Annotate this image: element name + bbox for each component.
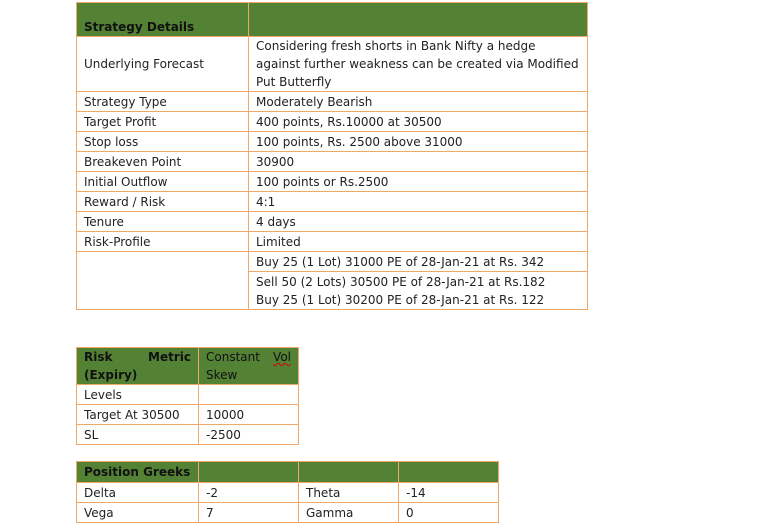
row-value: 4:1	[249, 192, 588, 212]
greek-name: Gamma	[299, 503, 399, 523]
row-label: Risk-Profile	[77, 232, 249, 252]
table-row	[77, 483, 499, 503]
table-row	[77, 172, 588, 192]
table-row	[77, 385, 299, 405]
constant-vol-header	[199, 348, 299, 385]
row-value: Limited	[249, 232, 588, 252]
row-value: 100 points, Rs. 2500 above 31000	[249, 132, 588, 152]
row-label: Target Profit	[77, 112, 249, 132]
position-greeks-table	[76, 461, 499, 523]
risk-header-line2: (Expiry)	[84, 368, 138, 382]
row-label: Breakeven Point	[77, 152, 249, 172]
row-label: Stop loss	[77, 132, 249, 152]
legs-label-empty	[77, 252, 249, 310]
row-value: 4 days	[249, 212, 588, 232]
cv-header-word1: Constant	[206, 350, 260, 364]
table-row	[77, 503, 499, 523]
greeks-header-empty	[399, 462, 499, 483]
table-row	[77, 192, 588, 212]
table-row	[77, 425, 299, 445]
table-row	[77, 37, 588, 92]
greek-name: Delta	[77, 483, 199, 503]
greeks-header-empty	[199, 462, 299, 483]
risk-header-row	[77, 348, 299, 385]
table-row	[77, 132, 588, 152]
row-label: Initial Outflow	[77, 172, 249, 192]
row-label: Levels	[77, 385, 199, 405]
strategy-header-empty	[249, 3, 588, 37]
table-row	[77, 212, 588, 232]
cv-header-line2: Skew	[206, 368, 238, 382]
row-value: Moderately Bearish	[249, 92, 588, 112]
greek-value: -2	[199, 483, 299, 503]
row-label: Reward / Risk	[77, 192, 249, 212]
leg-row	[77, 252, 588, 272]
greek-name: Vega	[77, 503, 199, 523]
row-label: SL	[77, 425, 199, 445]
row-value	[199, 385, 299, 405]
greek-name: Theta	[299, 483, 399, 503]
risk-metric-table	[76, 347, 299, 445]
greeks-header-empty	[299, 462, 399, 483]
greeks-header-row	[77, 462, 499, 483]
cv-header-word2: Vol	[273, 350, 291, 364]
row-value: Considering fresh shorts in Bank Nifty a hedge against further weakness can be created via Modified Put Butterfly	[249, 37, 588, 92]
risk-header-word1: Risk	[84, 350, 113, 364]
greek-value: -14	[399, 483, 499, 503]
table-row	[77, 152, 588, 172]
row-value: 30900	[249, 152, 588, 172]
row-value: 100 points or Rs.2500	[249, 172, 588, 192]
greek-value: 7	[199, 503, 299, 523]
table-row	[77, 405, 299, 425]
greeks-header: Position Greeks	[77, 462, 199, 483]
legs-2-3	[249, 272, 588, 310]
leg-1: Buy 25 (1 Lot) 31000 PE of 28-Jan-21 at Rs. 342	[249, 252, 588, 272]
row-label: Strategy Type	[77, 92, 249, 112]
row-value: 10000	[199, 405, 299, 425]
row-label: Underlying Forecast	[77, 37, 249, 92]
greek-value: 0	[399, 503, 499, 523]
risk-header-word2: Metric	[148, 350, 191, 364]
table-row	[77, 92, 588, 112]
row-label: Target At 30500	[77, 405, 199, 425]
risk-metric-header	[77, 348, 199, 385]
strategy-header-row	[77, 3, 588, 37]
row-value: -2500	[199, 425, 299, 445]
table-row	[77, 112, 588, 132]
strategy-header: Strategy Details	[77, 3, 249, 37]
leg-3: Buy 25 (1 Lot) 30200 PE of 28-Jan-21 at Rs. 122	[256, 292, 545, 307]
row-label: Tenure	[77, 212, 249, 232]
row-value: 400 points, Rs.10000 at 30500	[249, 112, 588, 132]
table-row	[77, 232, 588, 252]
strategy-details-table	[76, 2, 588, 310]
leg-2: Sell 50 (2 Lots) 30500 PE of 28-Jan-21 at Rs.182	[256, 274, 546, 289]
